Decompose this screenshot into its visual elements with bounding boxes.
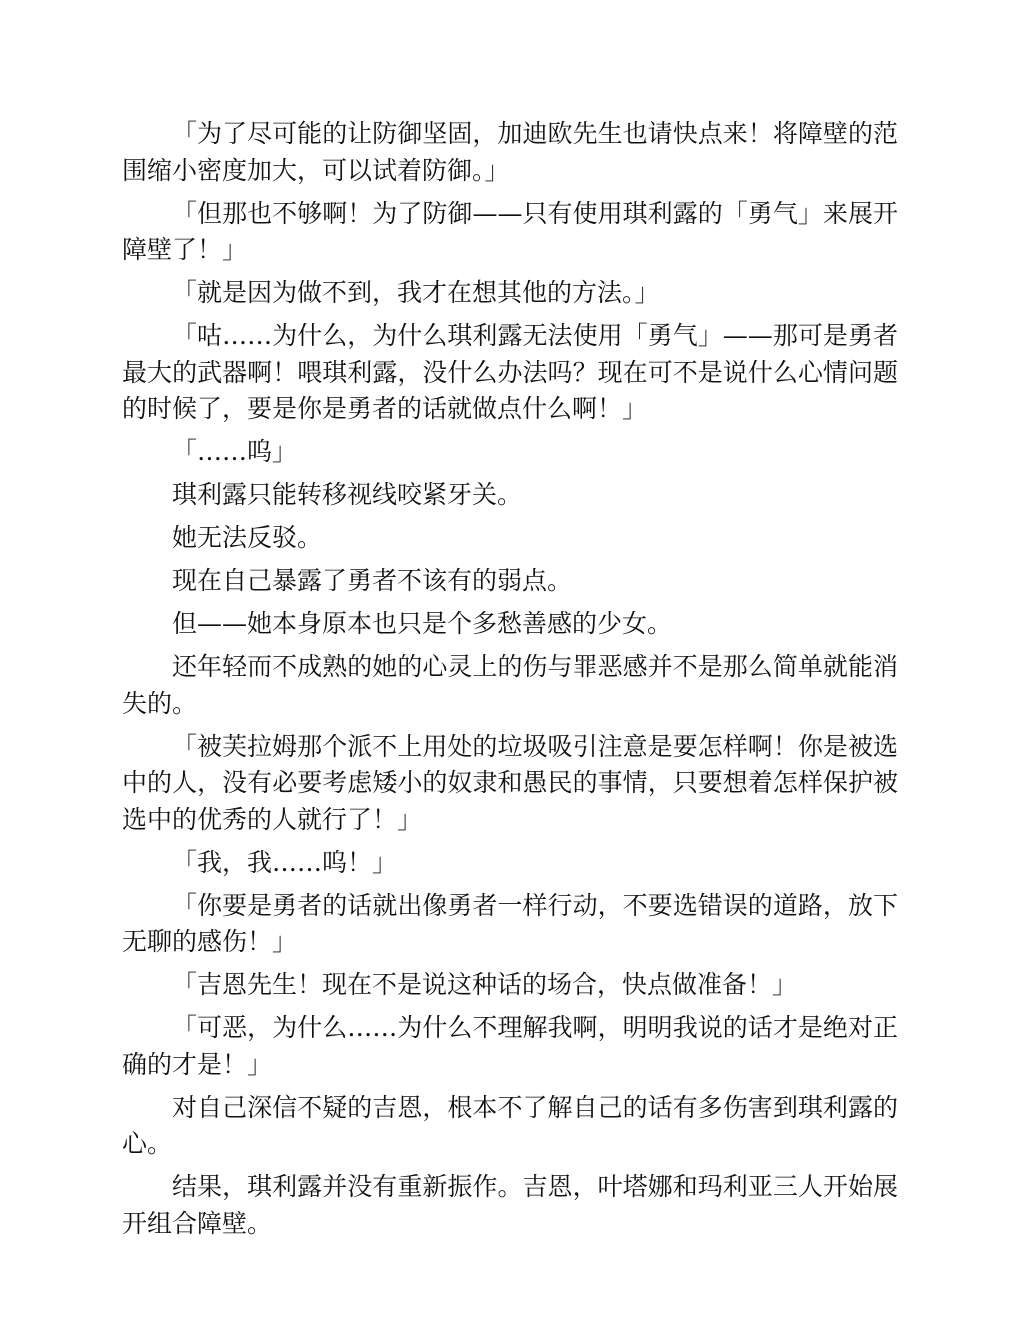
paragraph-11: 「被芙拉姆那个派不上用处的垃圾吸引注意是要怎样啊！你是被选中的人，没有必要考虑矮小的奴隶和愚民的事情，只要想着怎样保护被选中的优秀的人就行了！」	[122, 731, 898, 834]
paragraph-10: 还年轻而不成熟的她的心灵上的伤与罪恶感并不是那么简单就能消失的。	[122, 652, 898, 718]
paragraph-7: 她无法反驳。	[172, 523, 323, 552]
paragraph-16: 对自己深信不疑的吉恩，根本不了解自己的话有多伤害到琪利露的心。	[122, 1092, 898, 1158]
paragraph-13: 「你要是勇者的话就出像勇者一样行动，不要选错误的道路，放下无聊的感伤！」	[122, 890, 898, 956]
paragraph-12: 「我，我……呜！」	[172, 847, 398, 877]
paragraph-6: 琪利露只能转移视线咬紧牙关。	[172, 480, 523, 509]
paragraph-5: 「……呜」	[172, 437, 298, 466]
paragraph-8: 现在自己暴露了勇者不该有的弱点。	[172, 566, 573, 595]
paragraph-4: 「咕……为什么，为什么琪利露无法使用「勇气」——那可是勇者最大的武器啊！喂琪利露，没什么办法吗？现在可不是说什么心情问题的时候了，要是你是勇者的话就做点什么啊！」	[122, 321, 898, 423]
paragraph-17: 结果，琪利露并没有重新振作。吉恩，叶塔娜和玛利亚三人开始展开组合障壁。	[122, 1172, 898, 1238]
paragraph-1: 「为了尽可能的让防御坚固，加迪欧先生也请快点来！将障壁的范围缩小密度加大，可以试着防御。」	[122, 119, 898, 185]
paragraph-3: 「就是因为做不到，我才在想其他的方法。」	[172, 278, 660, 307]
paragraph-14: 「吉恩先生！现在不是说这种话的场合，快点做准备！」	[172, 970, 798, 999]
paragraph-15: 「可恶，为什么……为什么不理解我啊，明明我说的话才是绝对正确的才是！」	[122, 1013, 898, 1079]
paragraph-9: 但——她本身原本也只是个多愁善感的少女。	[172, 609, 673, 638]
paragraph-2: 「但那也不够啊！为了防御——只有使用琪利露的「勇气」来展开障壁了！」	[122, 198, 898, 264]
document-page	[122, 116, 898, 1249]
